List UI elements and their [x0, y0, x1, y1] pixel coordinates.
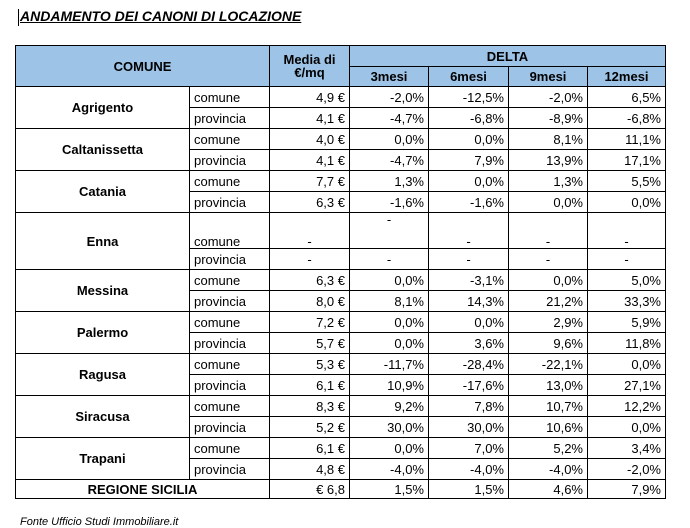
delta-6mesi-value: 30,0% — [429, 417, 509, 438]
delta-12mesi-value: 33,3% — [588, 291, 666, 312]
city-name: Palermo — [16, 312, 190, 354]
delta-12mesi-value: -2,0% — [588, 459, 666, 480]
delta-12mesi-value: 27,1% — [588, 375, 666, 396]
delta-9mesi-value: 1,3% — [509, 171, 588, 192]
delta-12mesi-value: - — [588, 249, 666, 270]
header-media-line1: Media di — [283, 52, 336, 67]
media-value: 4,1 € — [270, 108, 350, 129]
delta-9mesi-value: 5,2% — [509, 438, 588, 459]
city-name: Ragusa — [16, 354, 190, 396]
region-label: REGIONE SICILIA — [16, 480, 270, 499]
media-value: 5,7 € — [270, 333, 350, 354]
media-value: 6,1 € — [270, 438, 350, 459]
region-delta-12mesi-value: 7,9% — [588, 480, 666, 499]
city-name: Siracusa — [16, 396, 190, 438]
delta-3mesi-value: 0,0% — [350, 270, 429, 291]
table-row — [16, 312, 666, 333]
delta-3mesi-value: -4,0% — [350, 459, 429, 480]
delta-12mesi-value: 11,1% — [588, 129, 666, 150]
delta-6mesi-value: -6,8% — [429, 108, 509, 129]
region-delta-3mesi-value: 1,5% — [350, 480, 429, 499]
area-type: comune — [190, 438, 270, 459]
delta-3mesi-value: 0,0% — [350, 312, 429, 333]
delta-12mesi-value: 6,5% — [588, 87, 666, 108]
delta-6mesi-value: - — [429, 213, 509, 249]
delta-12mesi-value: 5,9% — [588, 312, 666, 333]
delta-9mesi-value: 9,6% — [509, 333, 588, 354]
area-type: provincia — [190, 375, 270, 396]
area-type: provincia — [190, 192, 270, 213]
area-type: comune — [190, 213, 270, 249]
footer-source: Fonte Ufficio Studi Immobiliare.it — [20, 516, 179, 528]
region-delta-6mesi-value: 1,5% — [429, 480, 509, 499]
delta-12mesi-value: 17,1% — [588, 150, 666, 171]
header-6mesi: 6mesi — [429, 67, 509, 87]
delta-3mesi-value: -11,7% — [350, 354, 429, 375]
city-name: Enna — [16, 213, 190, 270]
area-type: comune — [190, 312, 270, 333]
delta-12mesi-value: 11,8% — [588, 333, 666, 354]
table-row — [16, 354, 666, 375]
media-value: 6,1 € — [270, 375, 350, 396]
delta-3mesi-value: 1,3% — [350, 171, 429, 192]
media-value: 8,0 € — [270, 291, 350, 312]
table-row — [16, 213, 666, 249]
delta-9mesi-value: -22,1% — [509, 354, 588, 375]
delta-12mesi-value: 3,4% — [588, 438, 666, 459]
delta-6mesi-value: - — [429, 249, 509, 270]
header-comune: COMUNE — [16, 46, 270, 87]
area-type: provincia — [190, 108, 270, 129]
total-row — [16, 480, 666, 499]
delta-3mesi-value: 30,0% — [350, 417, 429, 438]
delta-6mesi-value: 14,3% — [429, 291, 509, 312]
delta-6mesi-value: -12,5% — [429, 87, 509, 108]
media-value: 7,2 € — [270, 312, 350, 333]
delta-6mesi-value: 0,0% — [429, 171, 509, 192]
delta-9mesi-value: -4,0% — [509, 459, 588, 480]
delta-9mesi-value: 13,0% — [509, 375, 588, 396]
delta-3mesi-value: -2,0% — [350, 87, 429, 108]
media-value: 7,7 € — [270, 171, 350, 192]
header-media — [270, 46, 350, 87]
area-type: provincia — [190, 417, 270, 438]
media-value: 5,2 € — [270, 417, 350, 438]
delta-3mesi-value: 10,9% — [350, 375, 429, 396]
delta-6mesi-value: -28,4% — [429, 354, 509, 375]
delta-3mesi-value: -1,6% — [350, 192, 429, 213]
delta-3mesi-value: 0,0% — [350, 333, 429, 354]
delta-9mesi-value: -8,9% — [509, 108, 588, 129]
media-value: 6,3 € — [270, 270, 350, 291]
table-row — [16, 171, 666, 192]
table-row — [16, 270, 666, 291]
table-row — [16, 87, 666, 108]
area-type: provincia — [190, 249, 270, 270]
header-media-line2: €/mq — [294, 65, 325, 80]
header-12mesi: 12mesi — [588, 67, 666, 87]
delta-3mesi-value: 9,2% — [350, 396, 429, 417]
rent-table — [15, 45, 666, 499]
media-value: 4,9 € — [270, 87, 350, 108]
delta-12mesi-value: 0,0% — [588, 354, 666, 375]
delta-12mesi-value: 0,0% — [588, 192, 666, 213]
delta-12mesi-value: - — [588, 213, 666, 249]
delta-9mesi-value: 8,1% — [509, 129, 588, 150]
delta-12mesi-value: 5,0% — [588, 270, 666, 291]
delta-12mesi-value: 5,5% — [588, 171, 666, 192]
delta-3mesi-value: - — [350, 213, 429, 249]
delta-6mesi-value: 7,0% — [429, 438, 509, 459]
delta-6mesi-value: -3,1% — [429, 270, 509, 291]
city-name: Catania — [16, 171, 190, 213]
delta-6mesi-value: -1,6% — [429, 192, 509, 213]
delta-3mesi-value: - — [350, 249, 429, 270]
table-row — [16, 129, 666, 150]
media-value: 4,8 € — [270, 459, 350, 480]
delta-9mesi-value: -2,0% — [509, 87, 588, 108]
area-type: comune — [190, 354, 270, 375]
delta-3mesi-value: -4,7% — [350, 150, 429, 171]
delta-9mesi-value: 10,7% — [509, 396, 588, 417]
delta-6mesi-value: 0,0% — [429, 129, 509, 150]
media-value: 4,1 € — [270, 150, 350, 171]
city-name: Trapani — [16, 438, 190, 480]
table-row — [16, 396, 666, 417]
header-9mesi: 9mesi — [509, 67, 588, 87]
delta-12mesi-value: 12,2% — [588, 396, 666, 417]
delta-12mesi-value: -6,8% — [588, 108, 666, 129]
table-row — [16, 438, 666, 459]
area-type: comune — [190, 87, 270, 108]
delta-3mesi-value: 8,1% — [350, 291, 429, 312]
area-type: comune — [190, 129, 270, 150]
delta-9mesi-value: - — [509, 213, 588, 249]
area-type: provincia — [190, 150, 270, 171]
delta-9mesi-value: - — [509, 249, 588, 270]
delta-9mesi-value: 2,9% — [509, 312, 588, 333]
delta-12mesi-value: 0,0% — [588, 417, 666, 438]
document-title: ANDAMENTO DEI CANONI DI LOCAZIONE — [20, 8, 302, 24]
media-value: 4,0 € — [270, 129, 350, 150]
table-body — [16, 87, 666, 499]
media-value: - — [270, 213, 350, 249]
area-type: comune — [190, 171, 270, 192]
delta-6mesi-value: 0,0% — [429, 312, 509, 333]
region-delta-9mesi-value: 4,6% — [509, 480, 588, 499]
media-value: 8,3 € — [270, 396, 350, 417]
area-type: provincia — [190, 291, 270, 312]
delta-9mesi-value: 21,2% — [509, 291, 588, 312]
area-type: comune — [190, 270, 270, 291]
delta-6mesi-value: 7,9% — [429, 150, 509, 171]
header-delta: DELTA — [350, 46, 666, 67]
area-type: provincia — [190, 333, 270, 354]
region-media-value: € 6,8 — [270, 480, 350, 499]
delta-9mesi-value: 10,6% — [509, 417, 588, 438]
area-type: provincia — [190, 459, 270, 480]
media-value: 6,3 € — [270, 192, 350, 213]
media-value: 5,3 € — [270, 354, 350, 375]
delta-6mesi-value: 7,8% — [429, 396, 509, 417]
delta-3mesi-value: 0,0% — [350, 438, 429, 459]
delta-9mesi-value: 0,0% — [509, 192, 588, 213]
delta-9mesi-value: 13,9% — [509, 150, 588, 171]
delta-6mesi-value: -4,0% — [429, 459, 509, 480]
delta-3mesi-value: -4,7% — [350, 108, 429, 129]
delta-9mesi-value: 0,0% — [509, 270, 588, 291]
city-name: Caltanissetta — [16, 129, 190, 171]
media-value: - — [270, 249, 350, 270]
delta-3mesi-value: 0,0% — [350, 129, 429, 150]
delta-6mesi-value: -17,6% — [429, 375, 509, 396]
header-3mesi: 3mesi — [350, 67, 429, 87]
delta-6mesi-value: 3,6% — [429, 333, 509, 354]
area-type: comune — [190, 396, 270, 417]
city-name: Agrigento — [16, 87, 190, 129]
city-name: Messina — [16, 270, 190, 312]
